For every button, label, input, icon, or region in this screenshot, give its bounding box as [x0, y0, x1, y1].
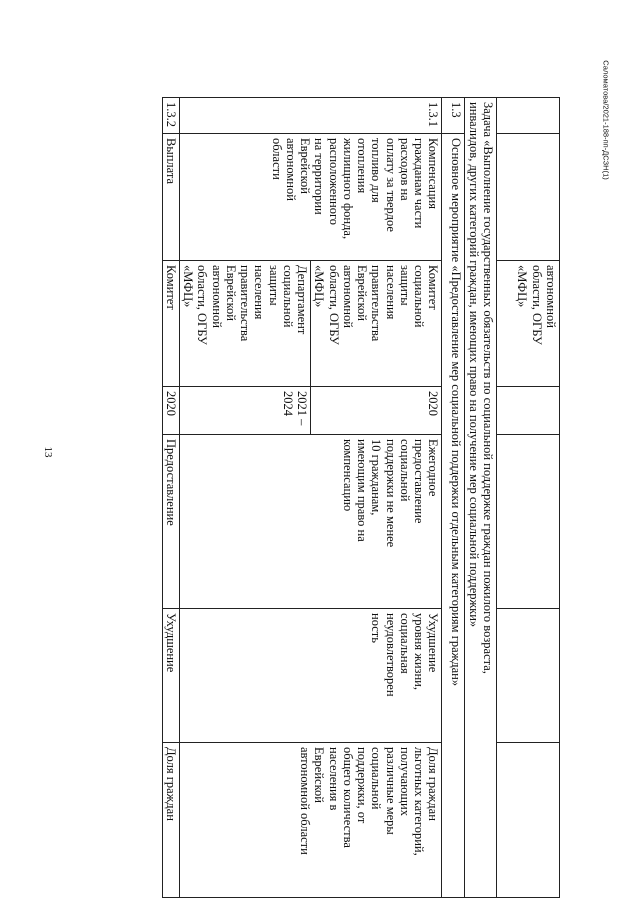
text-line: автономной	[544, 265, 558, 328]
indicator-cell: Доля граждан льготных категорий, получающих различные меры социальной поддержки, от общего количества населения в Еврейской автономной области	[180, 743, 443, 898]
result-cell: Предоставление	[162, 435, 179, 609]
task-text-line: инвалидов, других категорий граждан, имеющих право на получение мер социальной поддержки»	[466, 102, 481, 628]
executor-cell	[497, 261, 560, 387]
executor-cell: Комитет социальной защиты населения правительства Еврейской автономной области, ОГБУ «МФЦ»	[311, 261, 442, 387]
event-name: Выплата	[162, 134, 179, 261]
executor-cell: Департамент социальной защиты населения правительства Еврейской автономной области, ОГБУ «МФЦ»	[180, 261, 311, 387]
main-event-title: Основное мероприятие «Предоставление мер социальной поддержки отдельным категориям граждан»	[442, 134, 465, 898]
executor-cell: Комитет	[162, 261, 179, 387]
result-cell: Ежегодное предоставление социальной поддержки не менее 10 гражданам, имеющим право на компенсацию	[180, 435, 443, 609]
row-number: 1.3.2	[162, 98, 179, 134]
task-text-line: Задача «Выполнение государственных обязательств по социальной поддержке граждан пожилого возраста,	[481, 102, 495, 674]
row-number: 1.3	[442, 98, 465, 134]
event-name: Компенсация гражданам части расходов на оплату за твердое топливо для отопления жилищного фонда, расположенного на территории Еврейской автономной области	[180, 134, 443, 261]
year-cell: 2021 – 2024	[180, 387, 311, 435]
year-cell: 2020	[162, 387, 179, 435]
task-cell	[465, 98, 497, 898]
main-event-row	[442, 98, 465, 898]
table-row	[497, 98, 560, 898]
year-cell: 2020	[311, 387, 442, 435]
text-line: «МФЦ»	[515, 265, 530, 308]
row-number: 1.3.1	[180, 98, 443, 134]
consequence-cell: Ухудшение уровня жизни, социальная неудовлетворен ность	[180, 609, 443, 743]
task-row	[465, 98, 497, 898]
rotated-table-sheet	[80, 97, 560, 897]
indicator-cell: Доля граждан	[162, 743, 179, 898]
page-number: 13	[42, 446, 54, 458]
table-row-1-3-2	[162, 98, 179, 898]
text-line: области, ОГБУ	[529, 265, 544, 345]
measures-table	[162, 97, 560, 898]
table-row-1-3-1-a	[311, 98, 442, 898]
document-code: Саломатова/2021-188-пп-ДСЗН(1)	[601, 60, 611, 180]
consequence-cell: Ухудшение	[162, 609, 179, 743]
